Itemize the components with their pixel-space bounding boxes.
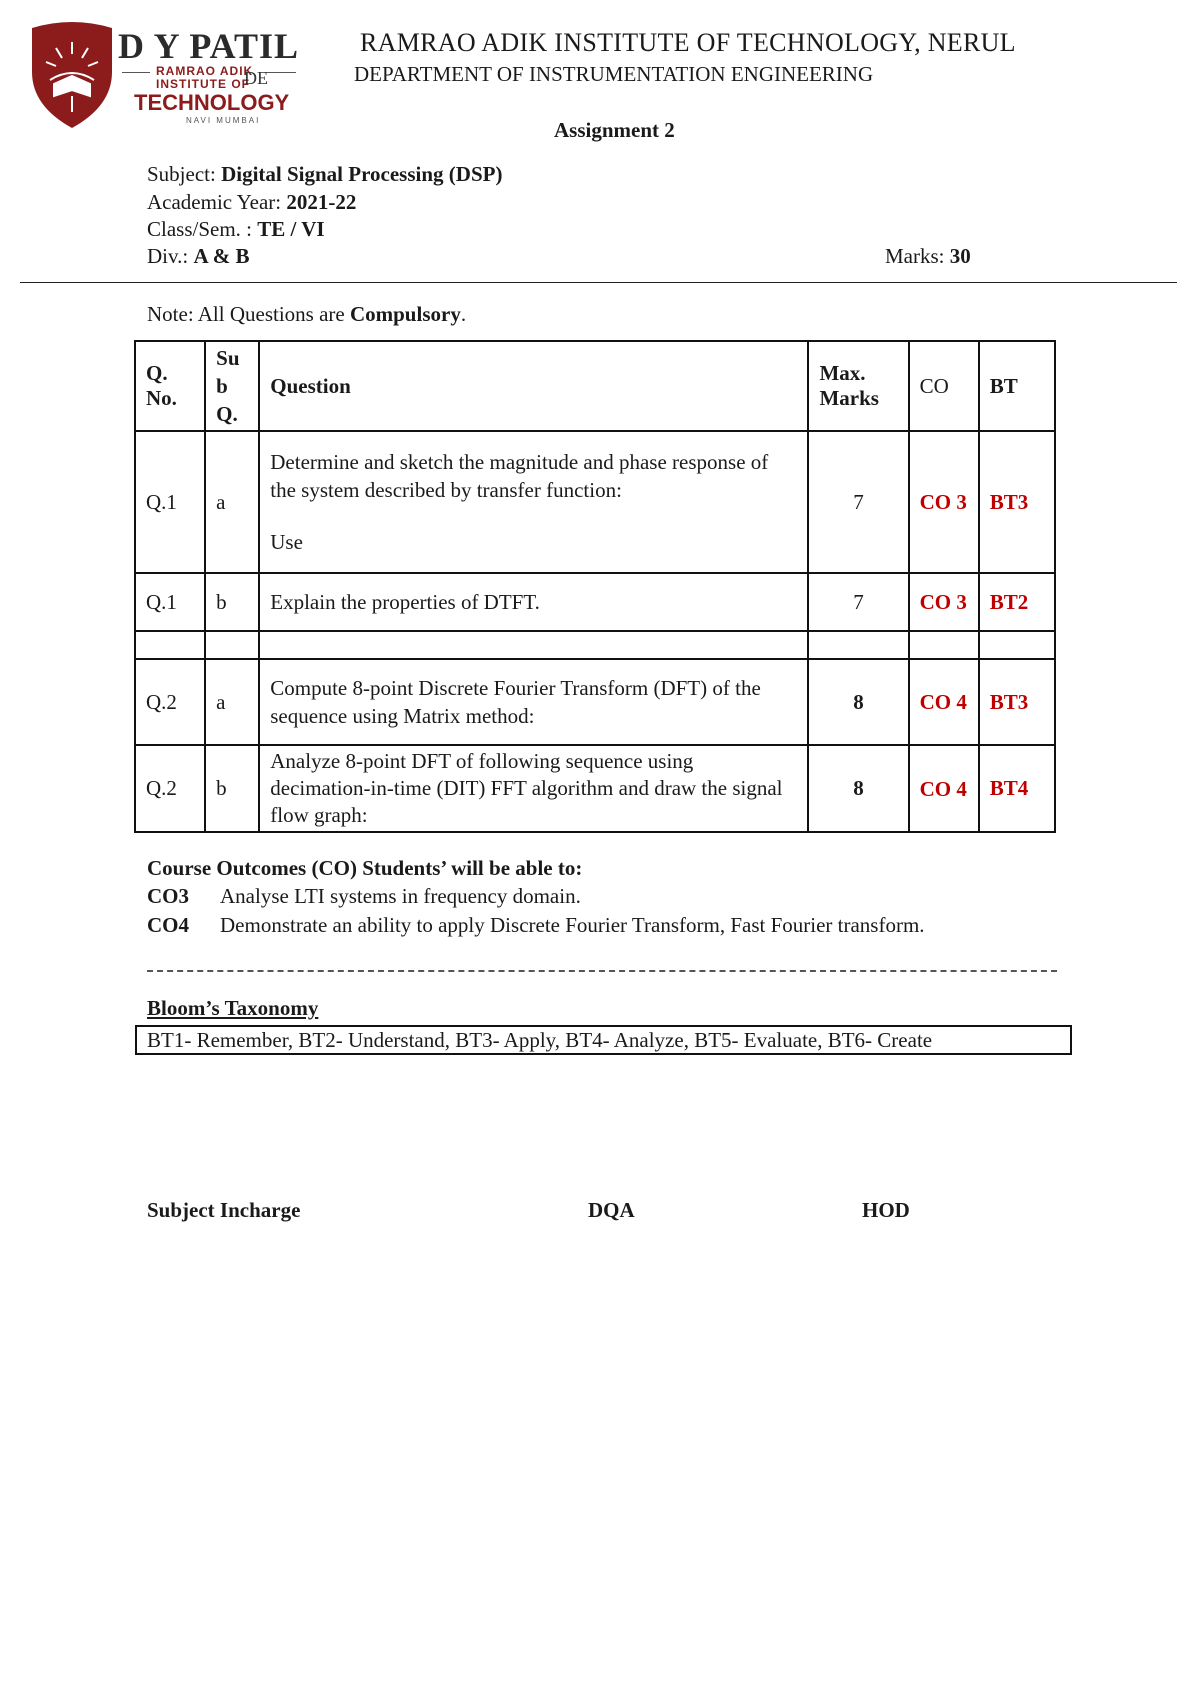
- row-sub: b: [205, 573, 259, 631]
- logo-name: D Y PATIL: [118, 26, 300, 66]
- signature-hod: HOD: [862, 1198, 910, 1222]
- dashed-divider: [147, 970, 1057, 972]
- row-qno: Q.1: [135, 431, 205, 573]
- logo-line-1: RAMRAO ADIK: [156, 64, 254, 78]
- subject-value: Digital Signal Processing (DSP): [221, 162, 503, 186]
- institute-name: RAMRAO ADIK INSTITUTE OF TECHNOLOGY, NERUL: [360, 28, 1016, 57]
- year-label: Academic Year:: [147, 190, 287, 214]
- header-bt: BT: [979, 341, 1055, 431]
- row-bt: BT3: [979, 659, 1055, 745]
- outcome-code: CO4: [147, 913, 189, 937]
- question-table: [134, 340, 1056, 833]
- subject-line: [147, 162, 502, 187]
- signature-subject-incharge: Subject Incharge: [147, 1198, 301, 1222]
- row-sub: a: [205, 659, 259, 745]
- row-co: CO 3: [909, 431, 979, 573]
- row-marks: 7: [808, 431, 908, 573]
- row-bt: BT3: [979, 431, 1055, 573]
- row-question: Explain the properties of DTFT.: [259, 573, 808, 631]
- outcome-text: Demonstrate an ability to apply Discrete Fourier Transform, Fast Fourier transform.: [220, 913, 925, 937]
- row-question: Compute 8-point Discrete Fourier Transform (DFT) of the sequence using Matrix method:: [259, 659, 808, 745]
- row-qno: Q.2: [135, 745, 205, 832]
- logo-overlap-text: DE: [244, 68, 268, 88]
- table-row: [135, 745, 1055, 832]
- div-line: [147, 244, 250, 269]
- assignment-title: Assignment 2: [554, 118, 675, 142]
- table-row: [135, 431, 1055, 573]
- logo-rule-left: [122, 72, 150, 73]
- bloom-levels-box: BT1- Remember, BT2- Understand, BT3- Apply, BT4- Analyze, BT5- Evaluate, BT6- Create: [135, 1025, 1072, 1055]
- note-suffix: .: [460, 302, 467, 326]
- department-name: DEPARTMENT OF INSTRUMENTATION ENGINEERING: [354, 62, 874, 86]
- question-extra: Use: [270, 530, 303, 554]
- note-emphasis: Compulsory: [349, 302, 461, 326]
- row-qno: Q.2: [135, 659, 205, 745]
- class-value: TE / VI: [257, 217, 325, 241]
- outcome-item: [147, 913, 925, 938]
- row-co: CO 3: [909, 573, 979, 631]
- logo-line-4: NAVI MUMBAI: [186, 116, 261, 125]
- course-outcomes-heading: Course Outcomes (CO) Students’ will be able to:: [147, 856, 583, 880]
- bloom-heading: Bloom’s Taxonomy: [147, 996, 319, 1020]
- marks-value: 30: [949, 244, 971, 268]
- signature-dqa: DQA: [588, 1198, 635, 1222]
- table-row: [135, 573, 1055, 631]
- header-divider: [20, 282, 1177, 283]
- row-bt: BT2: [979, 573, 1055, 631]
- row-qno: Q.1: [135, 573, 205, 631]
- header-qno: Q. No.: [135, 341, 205, 431]
- question-spacer: [270, 504, 797, 528]
- row-bt: BT4: [979, 745, 1055, 832]
- subject-label: Subject:: [147, 162, 222, 186]
- header-marks: Max. Marks: [808, 341, 908, 431]
- row-sub: b: [205, 745, 259, 832]
- outcome-item: [147, 884, 581, 909]
- table-header-row: [135, 341, 1055, 431]
- header-subq: Su b Q.: [205, 341, 259, 431]
- college-logo: [26, 20, 326, 130]
- table-row: [135, 659, 1055, 745]
- logo-rule-right: [266, 72, 296, 73]
- row-sub: a: [205, 431, 259, 573]
- class-label: Class/Sem. :: [147, 217, 258, 241]
- question-text: Determine and sketch the magnitude and phase response of the system described by transfer function:: [270, 450, 769, 502]
- row-question: Analyze 8-point DFT of following sequence using decimation-in-time (DIT) FFT algorithm and draw the signal flow graph:: [259, 745, 808, 832]
- row-marks: 7: [808, 573, 908, 631]
- outcome-text: Analyse LTI systems in frequency domain.: [220, 884, 581, 908]
- div-value: A & B: [193, 244, 250, 268]
- logo-line-3: TECHNOLOGY: [134, 90, 290, 115]
- note-prefix: Note: All Questions are: [147, 302, 350, 326]
- row-marks: 8: [808, 745, 908, 832]
- year-line: [147, 190, 356, 215]
- marks-label: Marks:: [885, 244, 950, 268]
- row-question: [259, 431, 808, 573]
- table-empty-row: [135, 631, 1055, 659]
- row-marks: 8: [808, 659, 908, 745]
- row-co: CO 4: [909, 659, 979, 745]
- logo-line-2: INSTITUTE OF: [156, 77, 250, 91]
- div-label: Div.:: [147, 244, 194, 268]
- note: [147, 302, 466, 327]
- outcome-code: CO3: [147, 884, 189, 908]
- class-line: [147, 217, 325, 242]
- header-question: Question: [259, 341, 808, 431]
- header-co: CO: [909, 341, 979, 431]
- year-value: 2021-22: [286, 190, 357, 214]
- row-co: CO 4: [909, 745, 979, 832]
- shield-emblem-icon: [26, 20, 118, 130]
- marks-line: [885, 244, 971, 269]
